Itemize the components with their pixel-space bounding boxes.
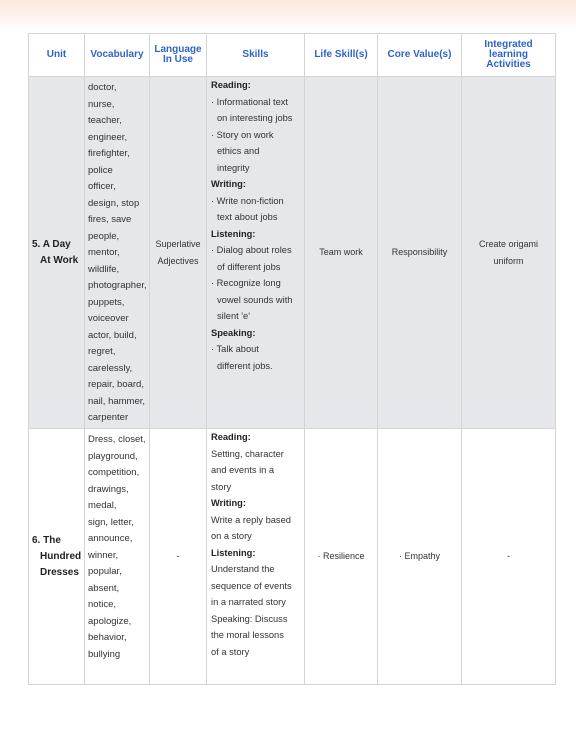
header-vocabulary: Vocabulary (85, 34, 150, 77)
curriculum-table (28, 33, 556, 685)
skills-line: · Recognize long (211, 278, 281, 288)
skills-line: and events in a (211, 465, 275, 475)
activities-line: - (507, 551, 510, 561)
skills-line: · Talk about (211, 344, 259, 354)
language-line: Superlative (155, 238, 201, 249)
language-line: Adjectives (157, 255, 199, 266)
header-activities-line: Integrated (484, 39, 533, 50)
skills-line: of a story (211, 646, 250, 657)
vocabulary-cell: Dress, closet, playground, competition, drawings, medal, sign, letter, announce, winner, popular, absent, notice, apologize, behavior, bullying (85, 429, 150, 685)
unit-line: Dresses (40, 566, 79, 578)
header-row (29, 34, 556, 77)
skills-line: sequence of events (211, 580, 292, 591)
skills-line: in a narrated story (211, 597, 286, 607)
skills-line: · Write non-fiction (211, 195, 284, 206)
skills-heading: Writing: (211, 179, 246, 189)
table-row-unit-6 (29, 429, 556, 685)
header-core-values: Core Value(s) (378, 34, 462, 77)
header-activities-line: Activities (486, 59, 531, 70)
skills-cell (207, 429, 305, 685)
skills-line: ethics and (217, 146, 260, 156)
skills-line: · Dialog about roles (211, 245, 292, 255)
skills-line: · Story on work (211, 129, 274, 140)
skills-cell (207, 77, 305, 429)
skills-line: different jobs. (217, 360, 273, 371)
skills-heading: Listening: (211, 228, 256, 239)
skills-line: on interesting jobs (217, 113, 293, 123)
core-values-cell: · Empathy (378, 429, 462, 685)
unit-line: 5. A Day (32, 238, 71, 250)
header-unit: Unit (29, 34, 85, 77)
skills-line: on a story (211, 531, 252, 541)
skills-heading: Speaking: (211, 327, 256, 338)
unit-line: 6. The (32, 534, 61, 546)
header-activities-line: learning (489, 49, 528, 60)
skills-line: Write a reply based (211, 514, 291, 525)
skills-line: integrity (217, 162, 250, 173)
activities-line: Create origami (478, 238, 539, 249)
unit-cell (29, 77, 85, 429)
skills-line: · Informational text (211, 96, 288, 107)
table-row-unit-5 (29, 77, 556, 429)
skills-line: text about jobs (217, 212, 278, 222)
life-skills-cell: Team work (305, 77, 378, 429)
skills-line: Understand the (211, 564, 275, 574)
language-cell (150, 77, 207, 429)
header-language-in-use (150, 34, 207, 77)
skills-heading: Reading: (211, 432, 251, 442)
language-cell (150, 429, 207, 685)
skills-line: silent 'e' (217, 311, 251, 321)
skills-line: Setting, character (211, 448, 284, 459)
skills-line: vowel sounds with (217, 294, 293, 305)
unit-line: At Work (40, 254, 79, 266)
skills-line: of different jobs (217, 261, 281, 272)
language-line: - (176, 551, 180, 561)
skills-heading: Listening: (211, 547, 256, 558)
skills-line: Speaking: Discuss (211, 613, 288, 624)
header-language-line: In Use (162, 54, 193, 65)
activities-line: uniform (493, 255, 524, 266)
skills-line: the moral lessons (211, 630, 284, 640)
unit-line: Hundred (40, 550, 82, 562)
skills-heading: Writing: (211, 498, 246, 508)
vocabulary-cell: doctor, nurse, teacher, engineer, firefighter, police officer, design, stop fires, save people, mentor, wildlife, photographer, puppets, voiceover actor, build, regret, carelessly, repair, board, nail, hammer, carpenter (85, 77, 150, 429)
skills-line: story (211, 481, 232, 492)
core-values-cell: Responsibility (378, 77, 462, 429)
activities-cell (462, 429, 556, 685)
header-life-skills: Life Skill(s) (305, 34, 378, 77)
unit-cell (29, 429, 85, 685)
skills-heading: Reading: (211, 80, 251, 90)
header-integrated-activities (462, 34, 556, 77)
life-skills-cell: · Resilience (305, 429, 378, 685)
header-skills: Skills (207, 34, 305, 77)
activities-cell (462, 77, 556, 429)
header-language-line: Language (154, 44, 202, 55)
